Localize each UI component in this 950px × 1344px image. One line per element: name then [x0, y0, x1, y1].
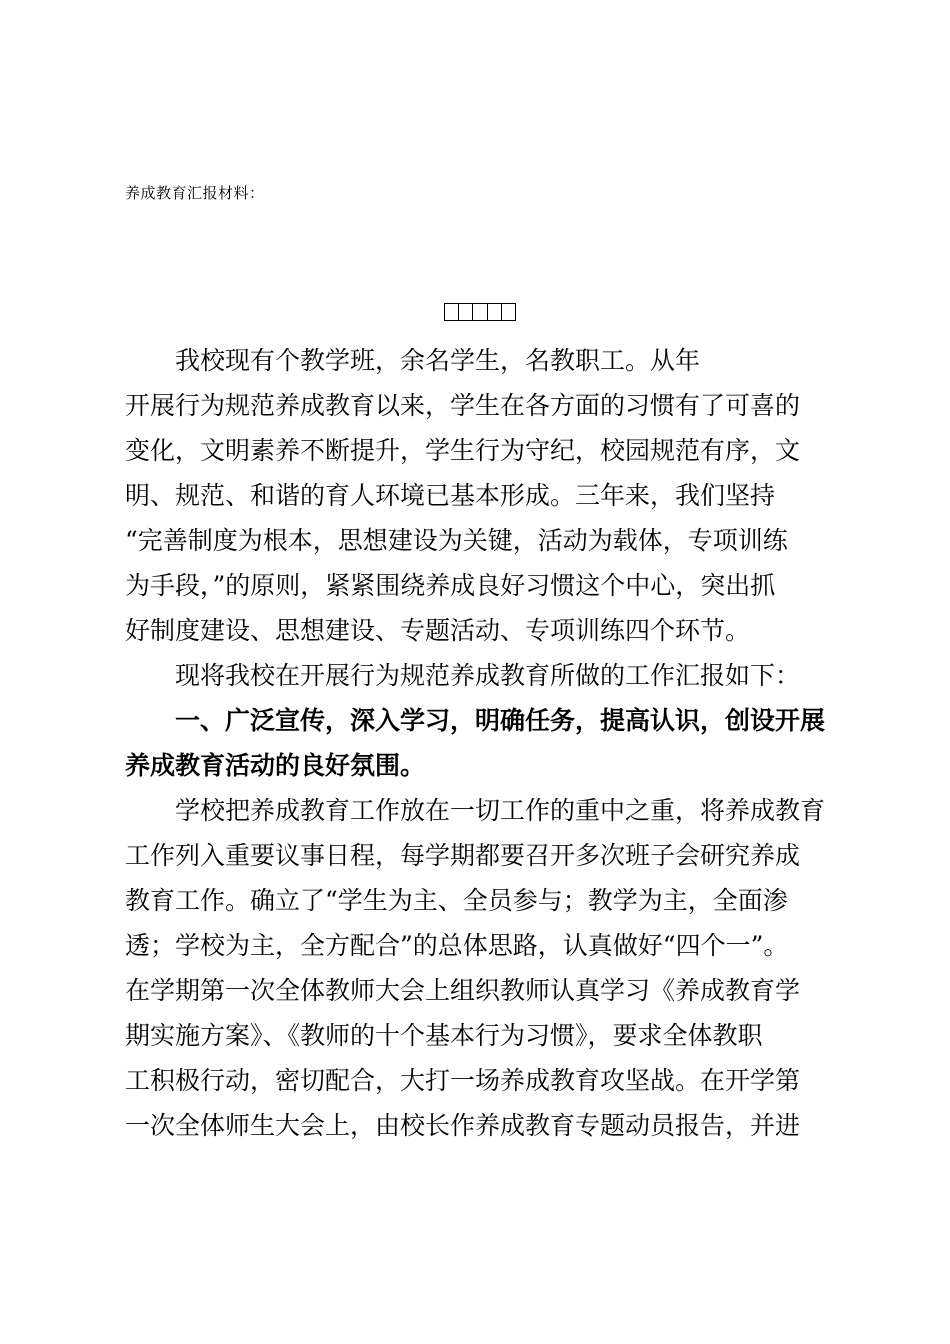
- title-placeholder-box: [488, 304, 502, 320]
- body-line: 一次全体师生大会上，由校长作养成教育专题动员报告，并进: [125, 1111, 801, 1140]
- title-placeholder-box: [459, 304, 473, 320]
- body-line: 我校现有个教学班，余名学生，名教职工。从年: [125, 346, 701, 375]
- body-line: 在学期第一次全体教师大会上组织教师认真学习《养成教育学: [125, 976, 801, 1005]
- body-line: 期实施方案》、《教师的十个基本行为习惯》，要求全体教职: [125, 1021, 763, 1050]
- title-placeholder-box: [473, 304, 487, 320]
- body-line: 开展行为规范养成教育以来，学生在各方面的习惯有了可喜的: [125, 391, 801, 420]
- body-line: 变化，文明素养不断提升，学生行为守纪，校园规范有序，文: [125, 436, 801, 465]
- title-placeholder-box: [502, 304, 515, 320]
- body-line: 工作列入重要议事日程，每学期都要召开多次班子会研究养成: [125, 841, 801, 870]
- body-line: 现将我校在开展行为规范养成教育所做的工作汇报如下：: [125, 661, 801, 690]
- body-line: 工积极行动，密切配合，大打一场养成教育攻坚战。在开学第: [125, 1066, 801, 1095]
- section-heading-line: 一、广泛宣传，深入学习，明确任务，提高认识，创设开展: [125, 706, 826, 735]
- body-line: 为手段，”的原则，紧紧围绕养成良好习惯这个中心，突出抓: [125, 571, 776, 600]
- body-line: “完善制度为根本，思想建设为关键，活动为载体，专项训练: [125, 526, 788, 555]
- body-line: 教育工作。确立了“学生为主、全员参与；教学为主，全面渗: [125, 886, 788, 915]
- title-placeholder-boxes: [444, 303, 516, 321]
- body-line: 学校把养成教育工作放在一切工作的重中之重，将养成教育: [125, 796, 826, 825]
- body-line: 明、规范、和谐的育人环境已基本形成。三年来，我们坚持: [125, 481, 776, 510]
- body-line: 透；学校为主，全方配合”的总体思路，认真做好“四个一”。: [125, 931, 789, 960]
- section-heading-line: 养成教育活动的良好氛围。: [125, 751, 426, 780]
- document-label: 养成教育汇报材料：: [125, 184, 265, 202]
- body-line: 好制度建设、思想建设、专题活动、专项训练四个环节。: [125, 616, 751, 645]
- title-placeholder-box: [445, 304, 459, 320]
